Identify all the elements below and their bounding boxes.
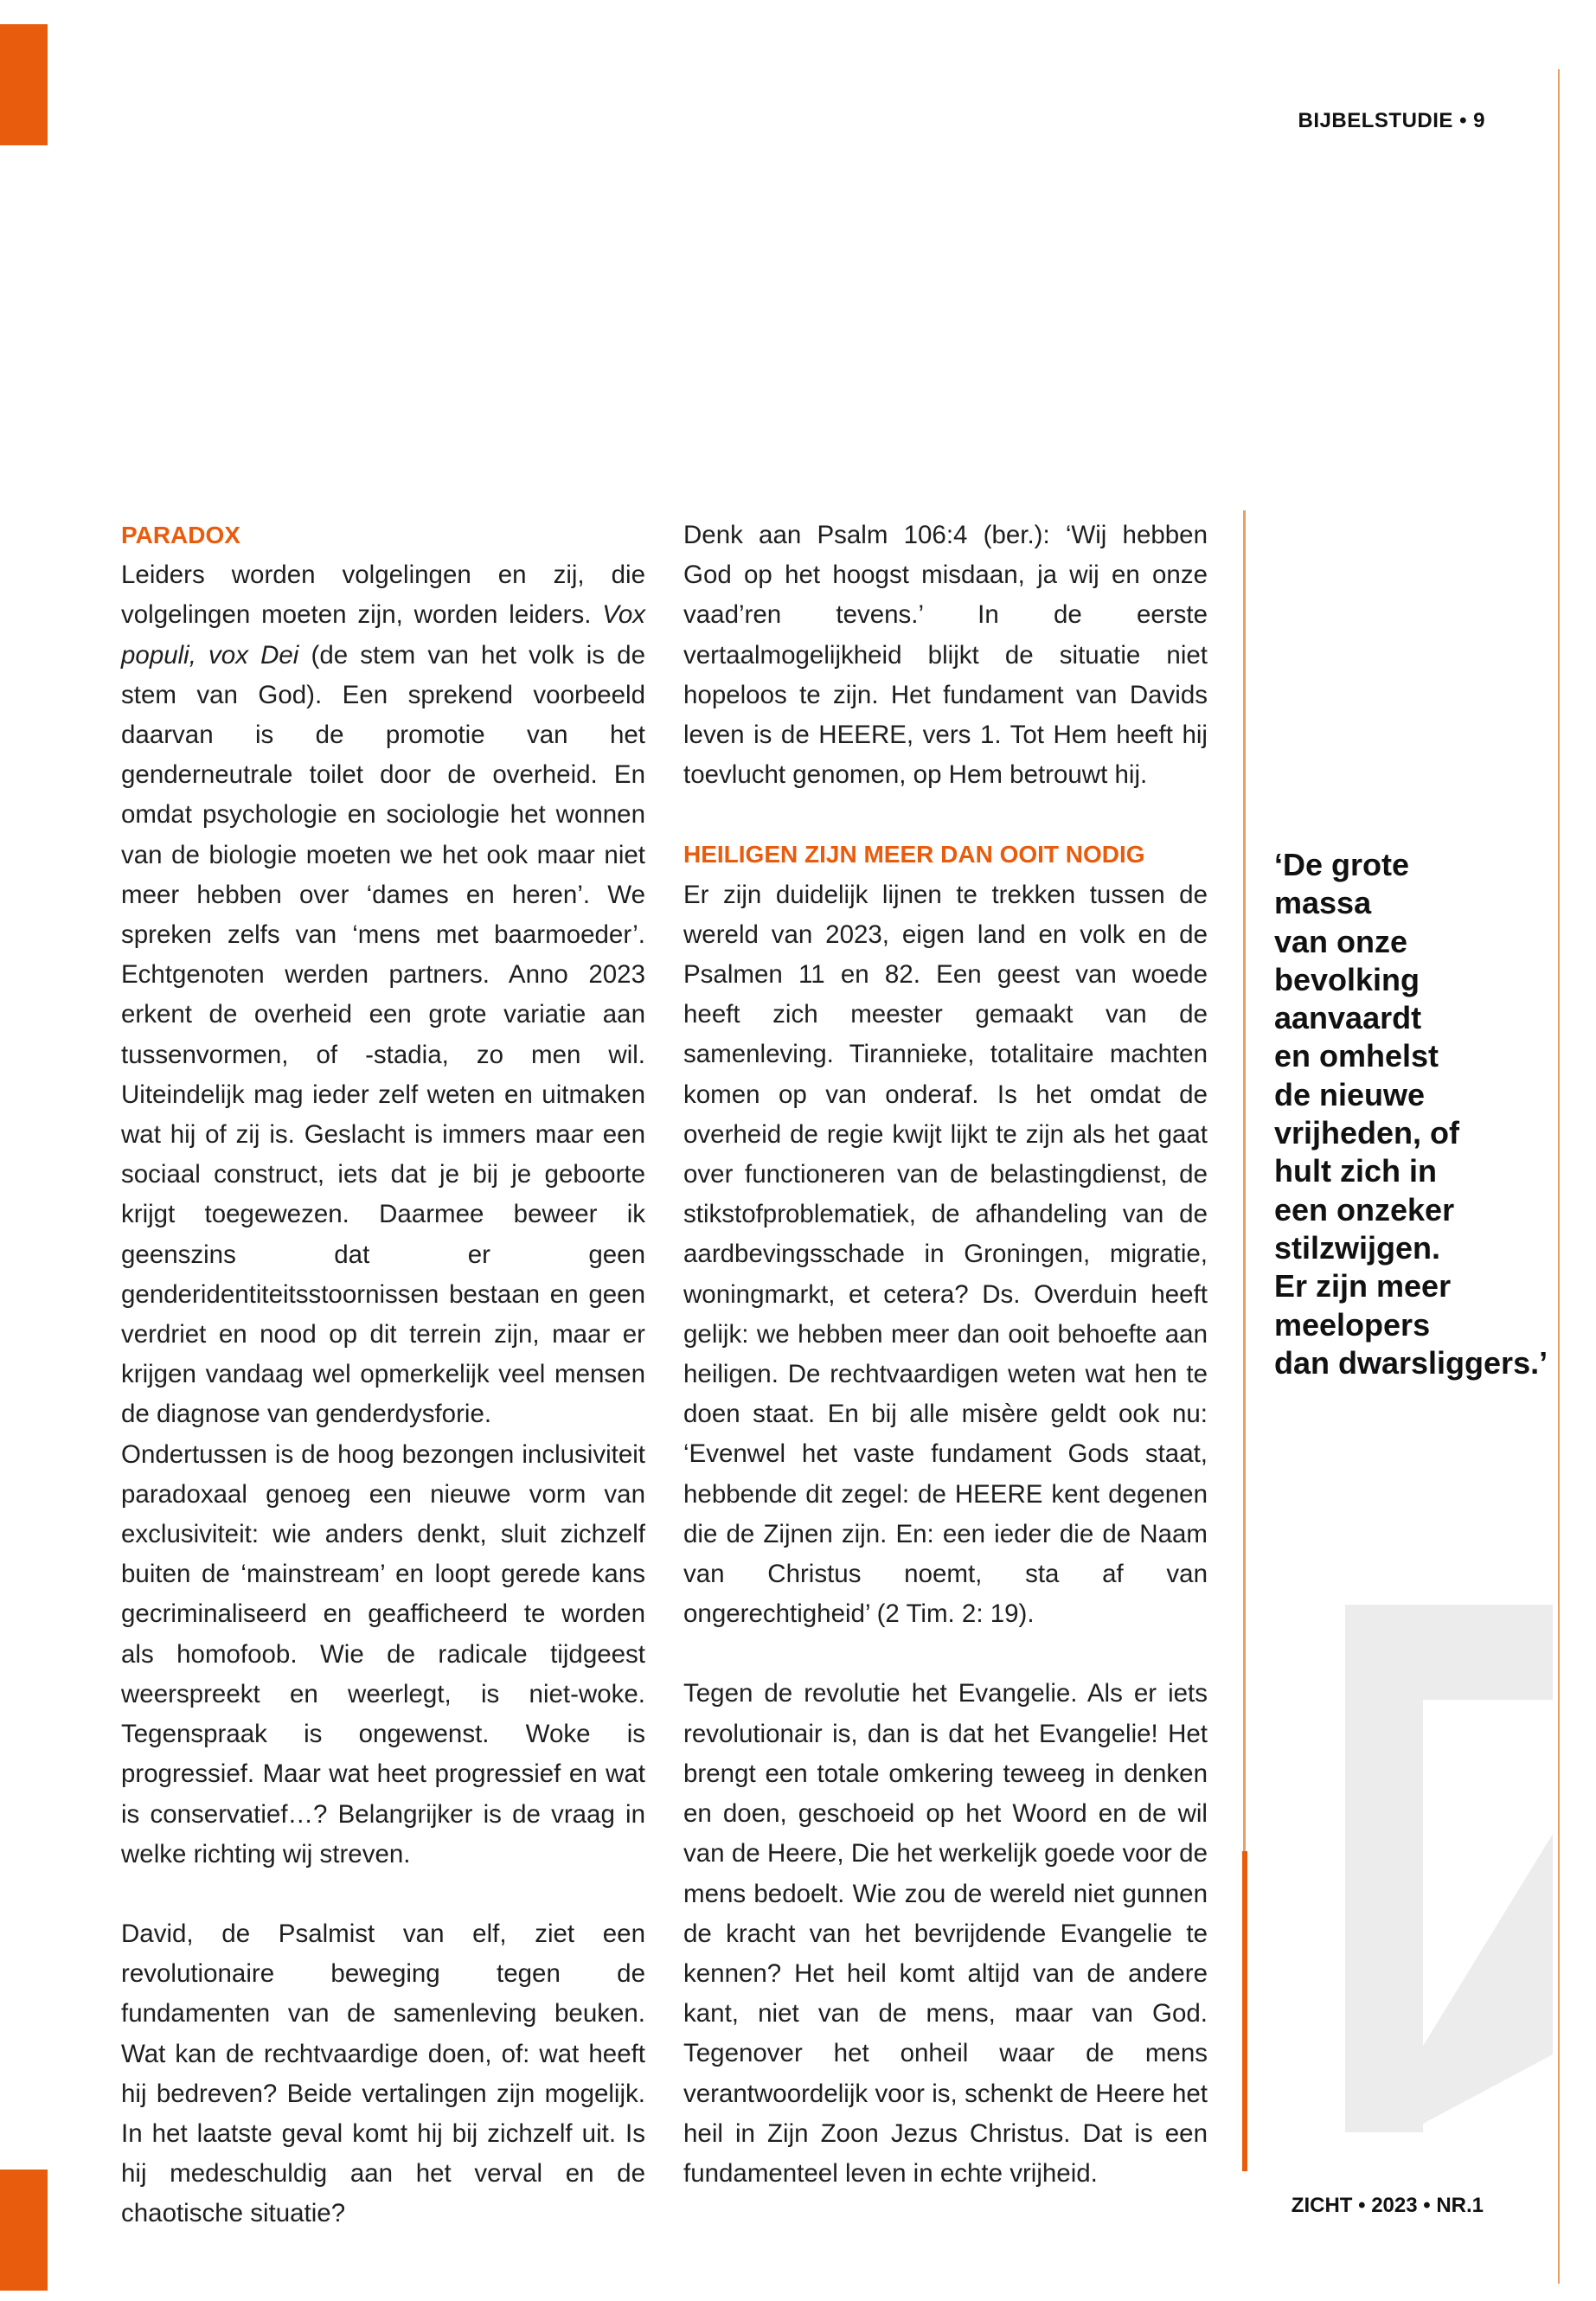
section-heading-paradox: PARADOX bbox=[121, 522, 240, 548]
large-z-watermark-icon bbox=[1345, 1605, 1553, 2141]
text-column-left bbox=[121, 516, 645, 2234]
paragraph: Denk aan Psalm 106:4 (ber.): ‘Wij hebben God op het hoogst misdaan, ja wij en onze vaad’ren tevens.’ In de eerste vertaalmogelijkheid blijkt de situatie niet hopeloos te zijn. Het fundament van Davids leven is de HEERE, vers 1. Tot Hem heeft hij toevlucht genomen, op Hem betrouwt hij. bbox=[683, 521, 1208, 790]
paragraph-text: (de stem van het volk is de stem van God). Een sprekend voorbeeld daarvan is de promotie van het genderneutrale toilet door de overheid. En omdat psychologie en sociologie het wonnen van de biologie moeten we het ook maar niet meer hebben over ‘dames en heren’. We spreken zelfs van ‘mens met baarmoeder’. Echtgenoten werden partners. Anno 2023 erkent de overheid een grote variatie aan tussenvormen, of -stadia, zo men wil. Uiteindelijk mag ieder zelf weten en uitmaken wat hij of zij is. Geslacht is immers maar een sociaal construct, iets dat je bij je geboorte krijgt toegewezen. Daarmee beweer ik geenszins dat er geen genderidentiteitsstoornissen bestaan en geen verdriet en nood op dit terrein zijn, maar er krijgen vandaag wel opmerkelijk veel mensen de diagnose van genderdysforie. bbox=[121, 640, 645, 1429]
orange-edge-tab-top bbox=[0, 24, 48, 145]
paragraph: Er zijn duidelijk lijnen te trekken tussen de wereld van 2023, eigen land en volk en de Psalmen 11 en 82. Een geest van woede heeft zich meester gemaakt van de samenleving. Tirannieke, totalitaire machten komen op van onderaf. Is het omdat de overheid de regie kwijt lijkt te zijn als het gaat over functioneren van de belastingdienst, de stikstofproblematiek, de afhandeling van de aardbevingsschade in Groningen, migratie, woningmarkt, et cetera? Ds. Overduin heeft gelijk: we hebben meer dan ooit behoefte aan heiligen. De rechtvaardigen weten wat hen te doen staat. En bij alle misère geldt ook nu: ‘Evenwel het vaste fundament Gods staat, hebbende dit zegel: de HEERE kent degenen die de Zijnen zijn. En: een ieder die de Naam van Christus noemt, sta af van ongerechtigheid’ (2 Tim. 2: 19). bbox=[683, 880, 1208, 1629]
text-column-middle bbox=[683, 516, 1208, 2194]
pullquote-divider-accent bbox=[1242, 1851, 1247, 2171]
paragraph-text: Leiders worden volgelingen en zij, die volgelingen moeten zijn, worden leiders. bbox=[121, 561, 645, 630]
running-footer: ZICHT • 2023 • NR.1 bbox=[1291, 2194, 1484, 2217]
paragraph: David, de Psalmist van elf, ziet een revolutionaire beweging tegen de fundamenten van de samenleving beuken. Wat kan de rechtvaardige doen, of: wat heeft hij bedreven? Beide vertalingen zijn mogelijk. In het laatste geval komt hij bij zichzelf uit. Is hij medeschuldig aan het verval en de chaotische situatie? bbox=[121, 1919, 645, 2228]
orange-edge-tab-bottom bbox=[0, 2170, 48, 2291]
paragraph bbox=[121, 555, 645, 1434]
section-heading-heiligen: HEILIGEN ZIJN MEER DAN OOIT NODIG bbox=[683, 841, 1145, 868]
running-header: BIJBELSTUDIE • 9 bbox=[1298, 109, 1485, 132]
latin-phrase: Vox populi, vox Dei bbox=[121, 600, 645, 670]
paragraph: Ondertussen is de hoog bezongen inclusiviteit paradoxaal genoeg een nieuwe vorm van exclusiviteit: wie anders denkt, sluit zichzelf buiten de ‘mainstream’ en loopt gerede kans gecriminaliseerd en geafficheerd te worden als homofoob. Wie de radicale tijdgeest weerspreekt en weerlegt, is niet-woke. Tegenspraak is ongewenst. Woke is progressief. Maar wat heet progressief en wat is conservatief…? Belangrijker is de vraag in welke richting wij streven. bbox=[121, 1439, 645, 1868]
pullquote: ‘De grote massa van onze bevolking aanvaardt en omhelst de nieuwe vrijheden, of hult zich in een onzeker stilzwijgen. Er zijn meer meelopers dan dwarsliggers.’ bbox=[1274, 847, 1548, 1381]
paragraph: Tegen de revolutie het Evangelie. Als er iets revolutionair is, dan is dat het Evangelie! Het brengt een totale omkering teweeg in denken en doen, geschoeid op het Woord en de wil van de Heere, Die het werkelijk goede voor de mens bedoelt. Wie zou de wereld niet gunnen de kracht van het bevrijdende Evangelie te kennen? Het heil komt altijd van de andere kant, niet van de mens, maar van God. Tegenover het onheil waar de mens verantwoordelijk voor is, schenkt de Heere het heil in Zijn Zoon Jezus Christus. Dat is een fundamenteel leven in echte vrijheid. bbox=[683, 1679, 1208, 2188]
